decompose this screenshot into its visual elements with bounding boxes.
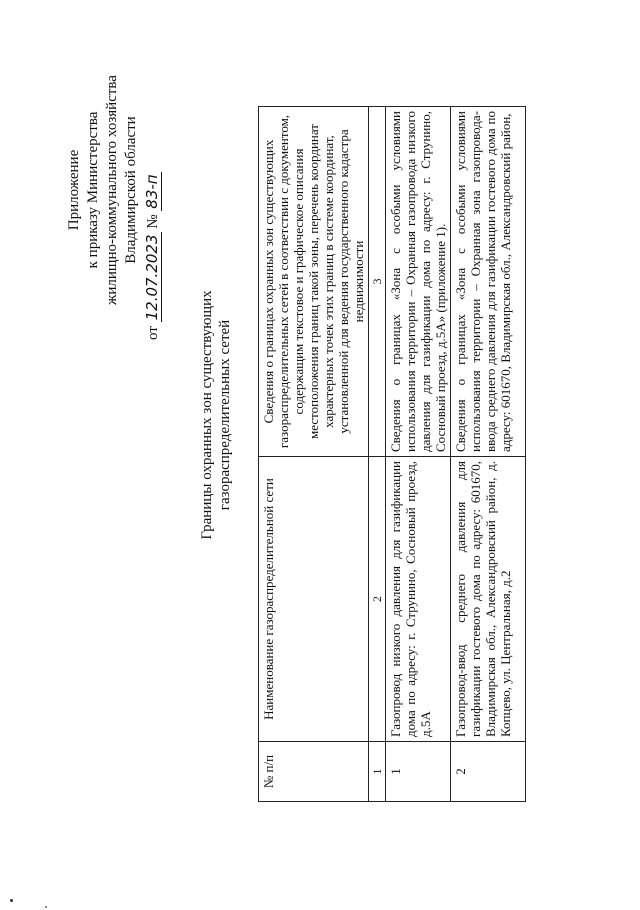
zone-info: Сведения о границах «Зона с особыми условиями использования территории – Охранная зона газопровода-ввода среднего давления для газификации гостевого дома по адресу: 601670, Владимирская обл., Александровский район, xyxy=(453,111,513,452)
region-name: Владимирской области xyxy=(123,116,139,264)
zone-info-cell xyxy=(451,107,526,457)
title-line-2: газораспределительных сетей xyxy=(217,319,233,511)
order-number-handwritten: 83-п xyxy=(143,174,161,209)
network-name-cell xyxy=(451,457,526,742)
zone-info: Сведения о границах «Зона с особыми условиями использования территории – Охранная газопровода низкого давления для газификации дома по адресу: г. Струнино, Сосновый проезд, д.5А» (приложение 1). xyxy=(386,107,451,457)
title-line-1: Границы охранных зон существующих xyxy=(199,290,215,540)
order-date-handwritten: 12.07.2023 xyxy=(143,234,161,321)
row-number: 2 xyxy=(451,742,526,802)
table-row xyxy=(386,107,451,802)
scan-speck xyxy=(10,899,13,902)
network-name: Газопровод низкого давления для газификации дома по адресу: г. Струнино, Сосновый проезд, д.5А xyxy=(386,457,451,742)
table-index-row xyxy=(369,107,386,802)
index-cell: 2 xyxy=(369,457,386,742)
document-title xyxy=(198,250,234,580)
network-name: Газопровод-ввод среднего давления для газификации гостевого дома по адресу: 601670, Владимирская обл., Александровский район, д. Копцево, ул. Центральная, д.2 xyxy=(453,461,513,737)
index-cell: 1 xyxy=(369,742,386,802)
appendix-header xyxy=(65,30,163,350)
scan-speck xyxy=(45,906,47,908)
col-number-header: № п/п xyxy=(259,742,369,802)
appendix-label: Приложение xyxy=(66,149,82,231)
col-zone-info-header: Сведения о границах охранных зон существующих газораспределительных сетей в соответствии с документом, содержащим текстовое и графическое описания местоположения границ такой зоны, перечень координат характерных точек этих границ в системе координат, установленной для ведения государственного кадастра недвижимости xyxy=(259,107,369,457)
row-number: 1 xyxy=(386,742,451,802)
col-network-name-header: Наименование газораспределительной сети xyxy=(259,457,369,742)
order-number-label: № xyxy=(145,214,161,229)
order-from-label: от xyxy=(145,326,161,340)
protection-zones-table xyxy=(258,106,526,802)
order-date-number-line xyxy=(143,30,163,350)
order-reference: к приказу Министерства xyxy=(85,111,101,269)
table-header-row xyxy=(259,107,369,802)
ministry-name: жилищно-коммунального хозяйства xyxy=(104,75,120,305)
index-cell: 3 xyxy=(369,107,386,457)
table-row xyxy=(451,107,526,802)
